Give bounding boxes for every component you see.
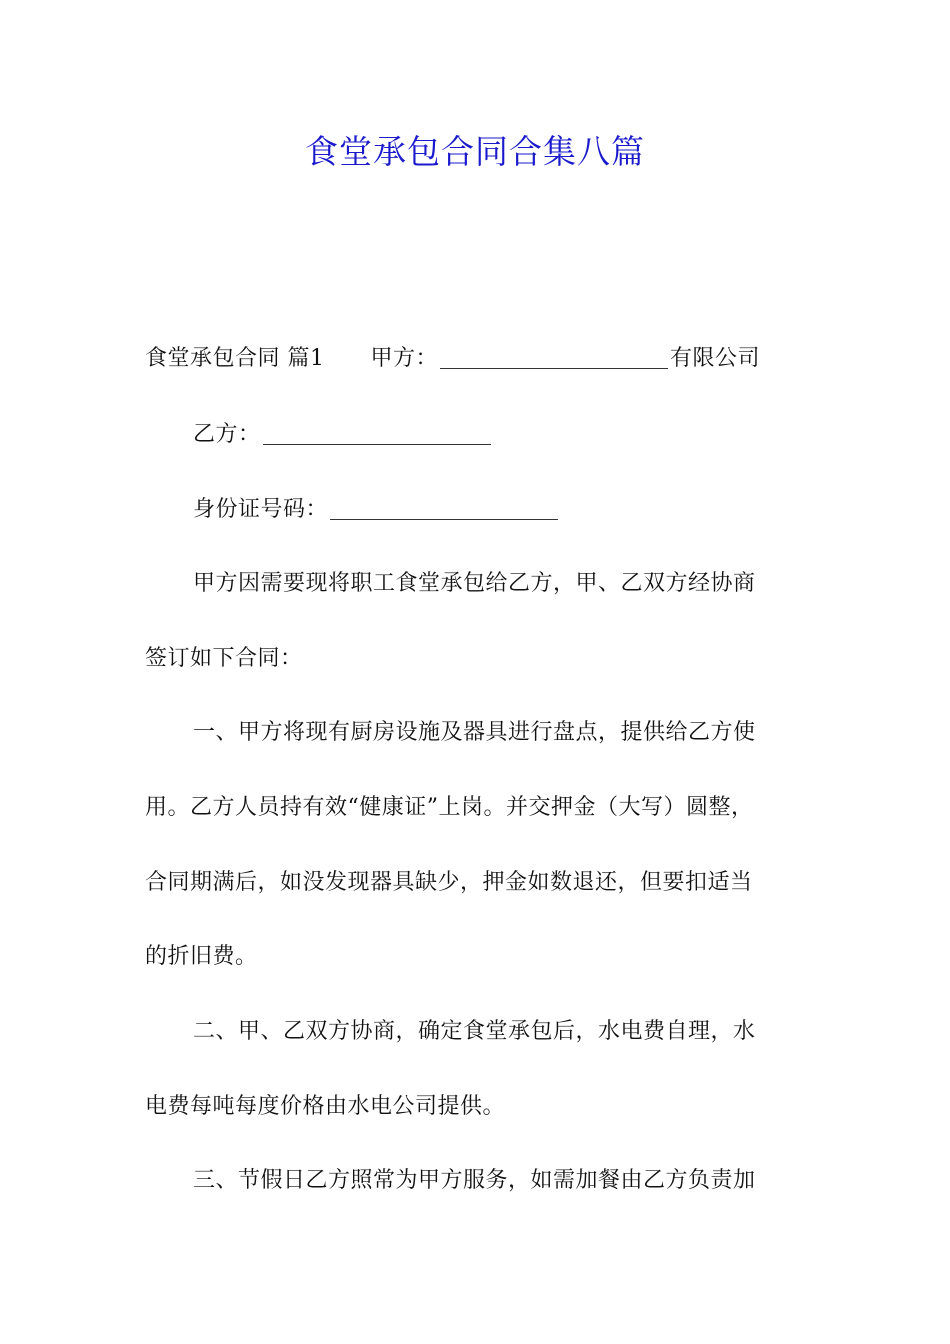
party-b-label: 乙方： — [193, 422, 261, 447]
party-b-line — [193, 419, 493, 451]
body-line: 三、节假日乙方照常为甲方服务，如需加餐由乙方负责加 — [193, 1168, 756, 1193]
body-line: 二、甲、乙双方协商，确定食堂承包后，水电费自理，水 — [193, 1019, 756, 1044]
id-number-blank — [330, 497, 558, 520]
body-line: 一、甲方将现有厨房设施及器具进行盘点，提供给乙方使 — [193, 720, 756, 745]
party-a-label: 甲方： — [370, 346, 439, 371]
body-line: 甲方因需要现将职工食堂承包给乙方，甲、乙双方经协商 — [193, 571, 756, 596]
party-a-suffix: 有限公司 — [670, 346, 761, 371]
id-number-label: 身份证号码： — [193, 497, 329, 522]
party-a-blank — [440, 346, 668, 369]
body-line: 电费每吨每度价格由水电公司提供。 — [145, 1094, 506, 1119]
contract-heading: 食堂承包合同 篇1 — [145, 346, 325, 371]
id-number-line — [193, 494, 560, 526]
body-line: 签订如下合同： — [145, 646, 303, 671]
document-title: 食堂承包合同合集八篇 — [305, 132, 645, 171]
party-a-line — [145, 343, 760, 375]
body-line: 合同期满后，如没发现器具缺少，押金如数退还，但要扣适当 — [145, 870, 753, 895]
body-line: 的折旧费。 — [145, 944, 258, 969]
party-b-blank — [263, 422, 491, 445]
body-line: 用。乙方人员持有效“健康证”上岗。并交押金（大写）圆整， — [145, 795, 754, 820]
